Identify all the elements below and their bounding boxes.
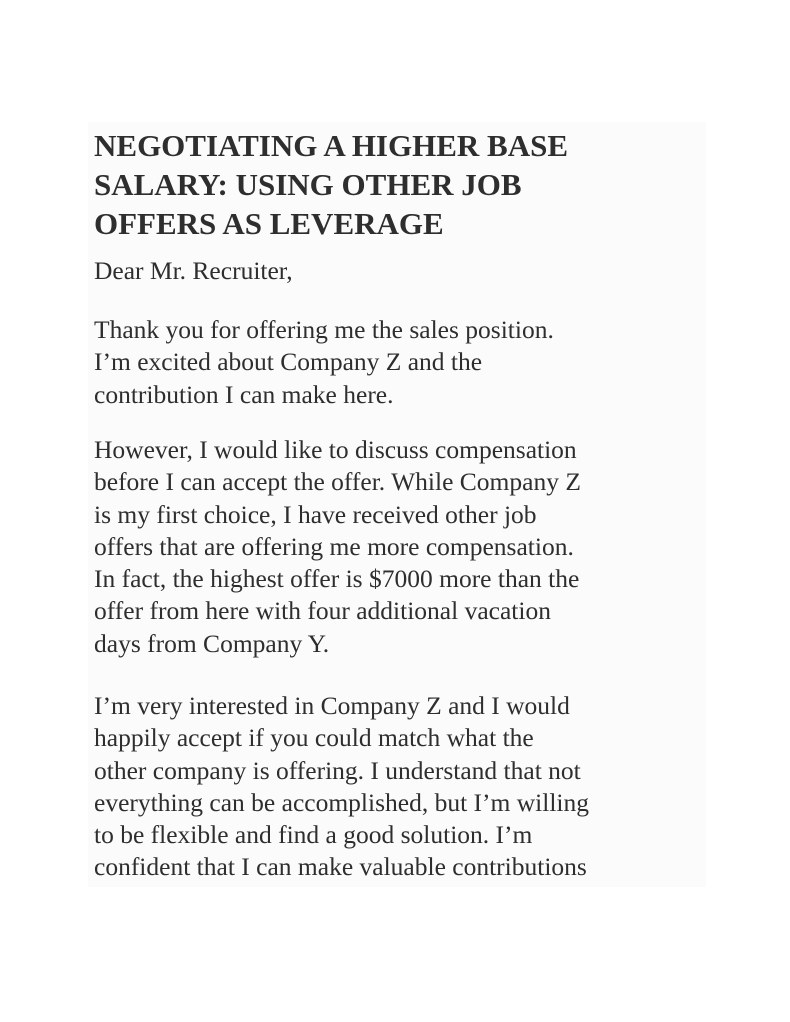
letter-title — [94, 126, 568, 243]
text-line: offer from here with four additional vacation — [94, 596, 551, 626]
paragraph-compensation — [94, 434, 581, 660]
text-line: However, I would like to discuss compensation — [94, 435, 577, 464]
text-line: confident that I can make valuable contributions — [94, 852, 587, 882]
text-line: I’m excited about Company Z and the — [94, 347, 483, 377]
text-line: other company is offering. I understand that not — [94, 755, 581, 785]
paragraph-thanks — [94, 314, 554, 411]
title-line: SALARY: USING OTHER JOB — [94, 167, 522, 202]
text-line: offers that are offering me more compensation. — [94, 531, 574, 561]
text-line: In fact, the highest offer is $7000 more than the — [94, 564, 580, 594]
text-line: Thank you for offering me the sales position. — [94, 315, 554, 344]
text-line: everything can be accomplished, but I’m willing — [94, 787, 589, 817]
text-line: happily accept if you could match what the — [94, 723, 534, 753]
text-line: before I can accept the offer. While Company Z — [94, 467, 581, 497]
title-line: OFFERS AS LEVERAGE — [94, 206, 444, 241]
paragraph-interest — [94, 690, 589, 884]
text-line: days from Company Y. — [94, 628, 330, 658]
text-line: I’m very interested in Company Z and I would — [94, 691, 570, 720]
text-line: is my first choice, I have received other job — [94, 499, 537, 529]
salutation: Dear Mr. Recruiter, — [94, 256, 293, 285]
text-line: to be flexible and find a good solution. I’m — [94, 820, 533, 850]
title-line: NEGOTIATING A HIGHER BASE — [94, 128, 569, 163]
text-line: contribution I can make here. — [94, 379, 394, 409]
